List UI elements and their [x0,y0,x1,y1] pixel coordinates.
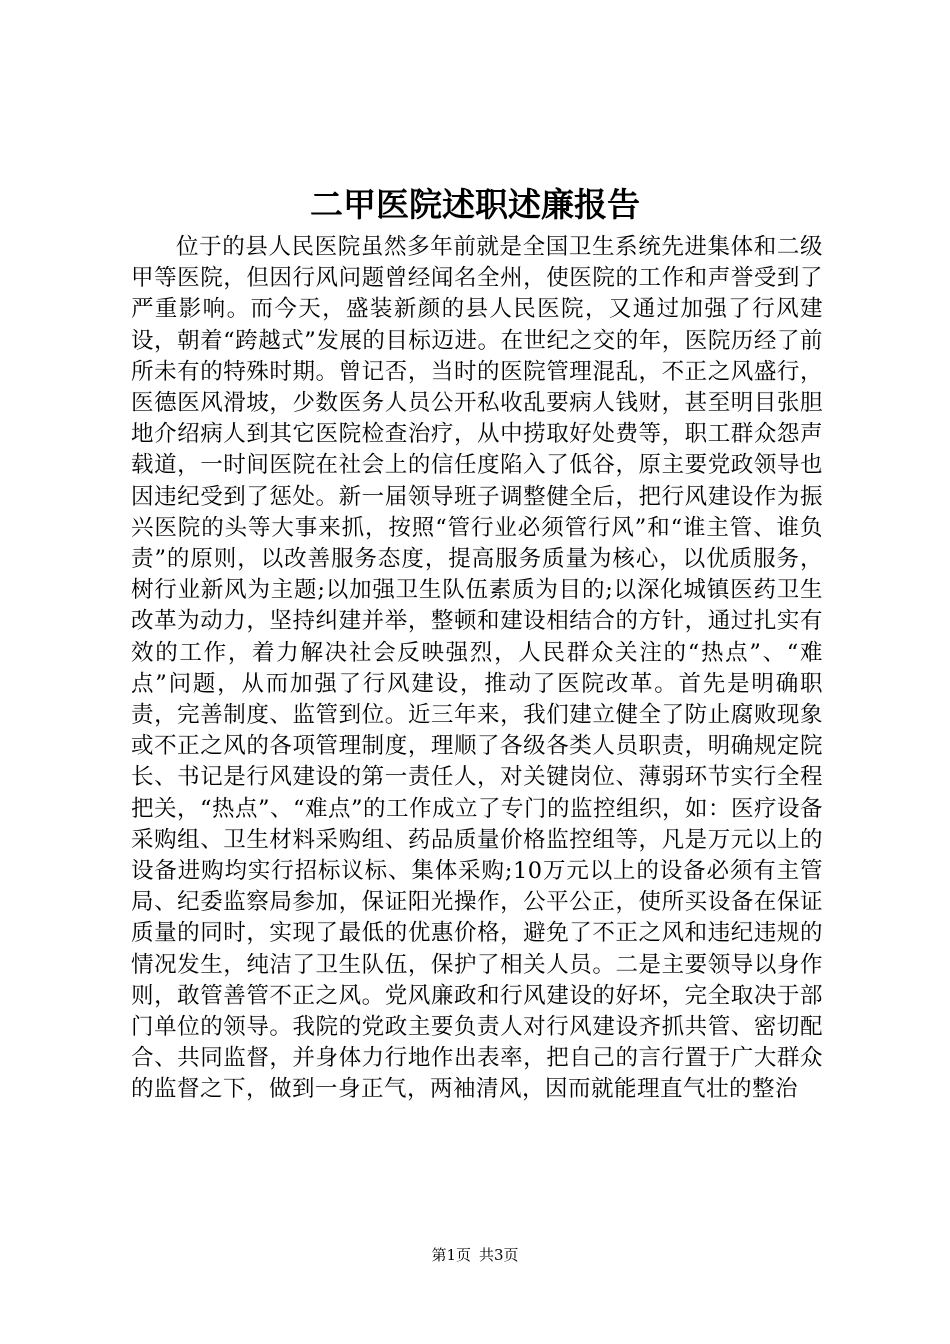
page-number-total: 共3页 [479,1246,519,1264]
document-title: 二甲医院述职述廉报告 [310,185,640,224]
page-footer [0,1245,950,1265]
document-paragraph: 位于的县人民医院虽然多年前就是全国卫生系统先进集体和二级甲等医院，但因行风问题曾经闻名全州，使医院的工作和声誉受到了严重影响。而今天，盛装新颜的县人民医院，又通过加强了行风建设，朝着“跨越式”发展的目标迈进。在世纪之交的年，医院历经了前所未有的特殊时期。曾记否，当时的医院管理混乱，不正之风盛行，医德医风滑坡，少数医务人员公开私收乱要病人钱财，甚至明目张胆地介绍病人到其它医院检查治疗，从中捞取好处费等，职工群众怨声载道，一时间医院在社会上的信任度陷入了低谷，原主要党政领导也因违纪受到了惩处。新一届领导班子调整健全后，把行风建设作为振兴医院的头等大事来抓，按照“管行业必须管行风”和“谁主管、谁负责”的原则，以改善服务态度，提高服务质量为核心，以优质服务，树行业新风为主题;以加强卫生队伍素质为目的;以深化城镇医药卫生改革为动力，坚持纠建并举，整顿和建设相结合的方针，通过扎实有效的工作，着力解决社会反映强烈，人民群众关注的“热点”、“难点”问题，从而加强了行风建设，推动了医院改革。首先是明确职责，完善制度、监管到位。近三年来，我们建立健全了防止腐败现象或不正之风的各项管理制度，理顺了各级各类人员职责，明确规定院长、书记是行风建设的第一责任人，对关键岗位、薄弱环节实行全程把关，“热点”、“难点”的工作成立了专门的监控组织，如：医疗设备采购组、卫生材料采购组、药品质量价格监控组等，凡是万元以上的设备进购均实行招标议标、集体采购;10万元以上的设备必须有主管局、纪委监察局参加，保证阳光操作，公平公正，使所买设备在保证质量的同时，实现了最低的优惠价格，避免了不正之风和违纪违规的情况发生，纯洁了卫生队伍，保护了相关人员。二是主要领导以身作则，敢管善管不正之风。党风廉政和行风建设的好坏，完全取决于部门单位的领导。我院的党政主要负责人对行风建设齐抓共管、密切配合、共同监督，并身体力行地作出表率，把自己的言行置于广大群众的监督之下，做到一身正气，两袖清风，因而就能理直气壮的整治 [131,234,823,1103]
page-number-current: 第1页 [431,1246,471,1264]
